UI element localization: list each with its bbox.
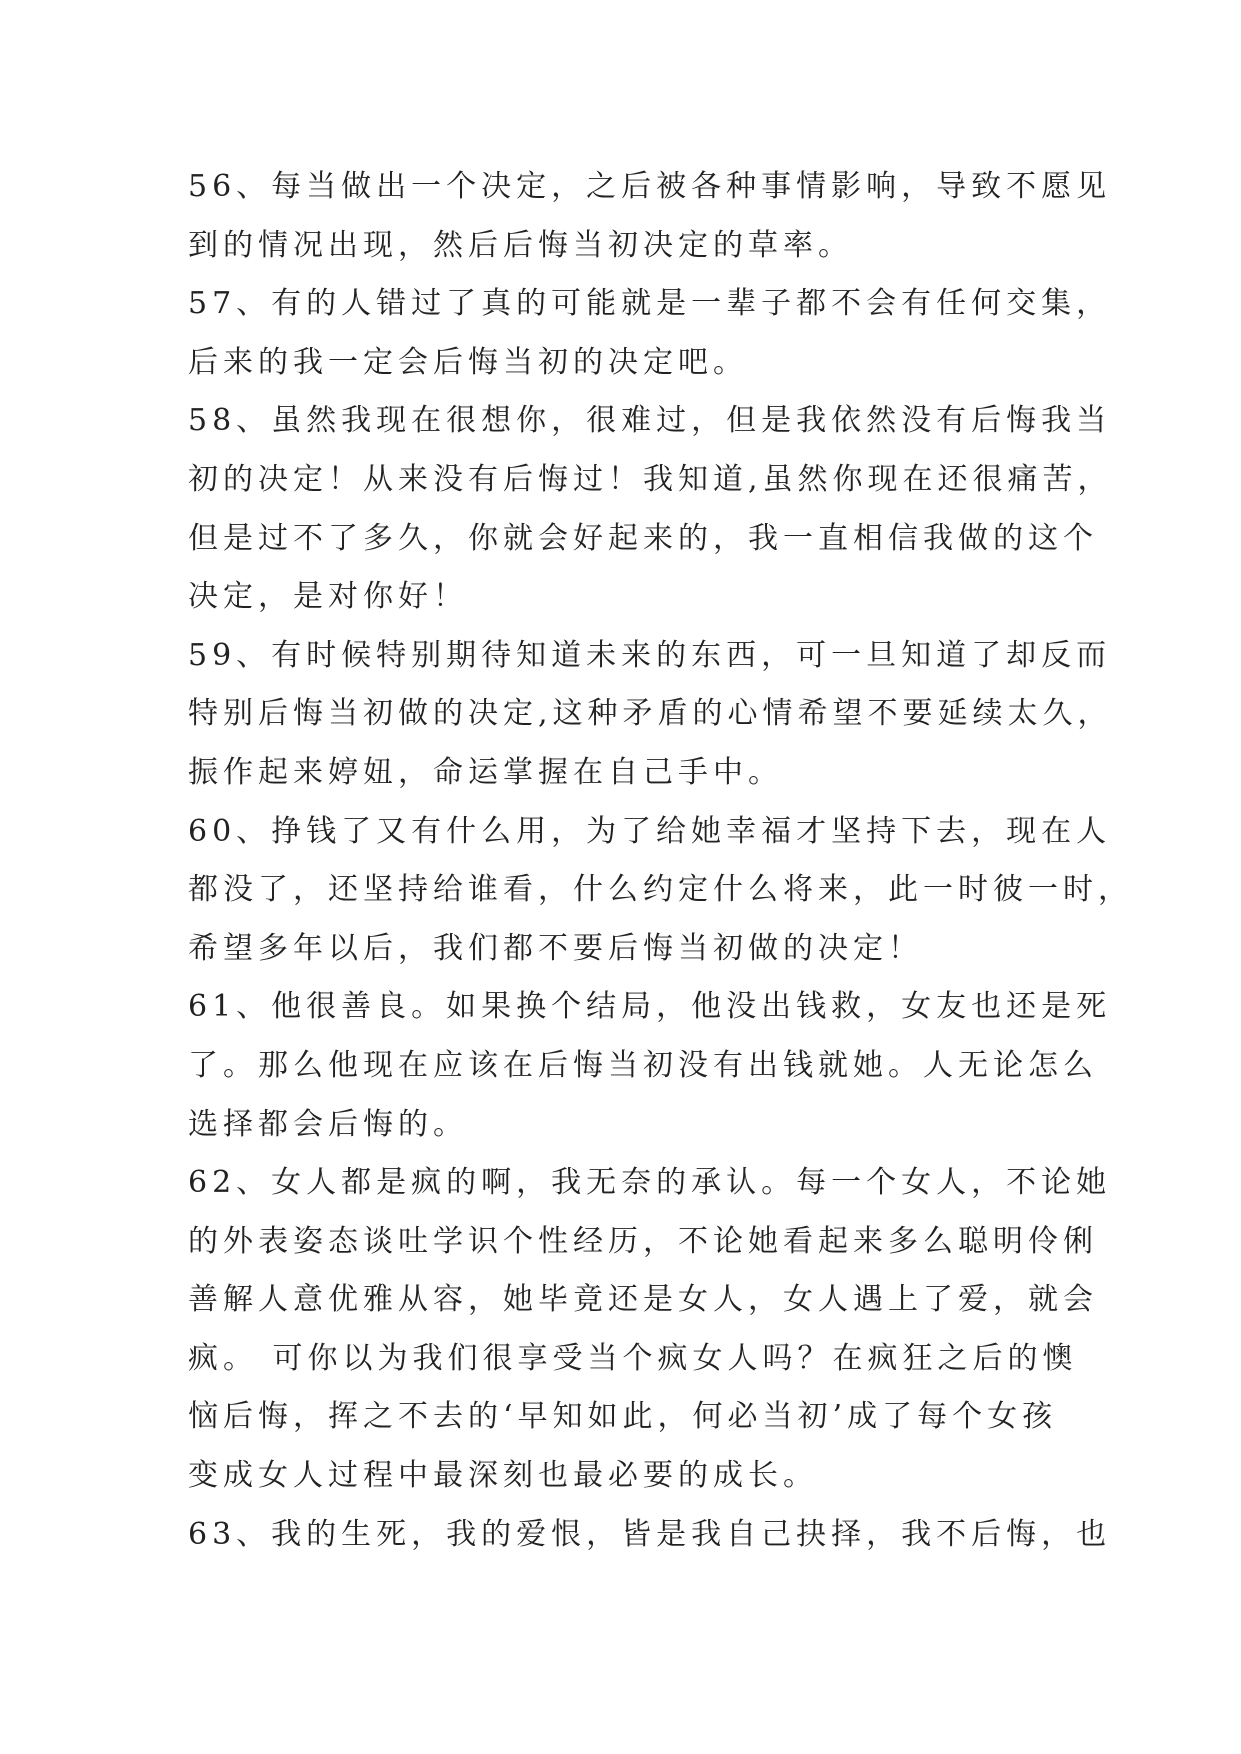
text-line: 希望多年以后，我们都不要后悔当初做的决定！ (188, 930, 923, 966)
text-line: 振作起来婷妞，命运掌握在自己手中。 (188, 754, 783, 790)
text-line: 恼后悔，挥之不去的‘早知如此，何必当初’成了每个女孩 (188, 1399, 1058, 1435)
text-line: 59、有时候特别期待知道未来的东西，可一旦知道了却反而 (188, 637, 1112, 673)
document-body (188, 158, 1133, 1564)
text-line: 57、有的人错过了真的可能就是一辈子都不会有任何交集， (188, 286, 1112, 322)
text-line: 了。那么他现在应该在后悔当初没有出钱就她。人无论怎么 (188, 1047, 1098, 1083)
text-line: 特别后悔当初做的决定,这种矛盾的心情希望不要延续太久， (188, 696, 1113, 732)
text-line: 61、他很善良。如果换个结局，他没出钱救，女友也还是死 (188, 989, 1112, 1025)
text-line: 善解人意优雅从容，她毕竟还是女人，女人遇上了爱，就会 (188, 1282, 1098, 1318)
text-line: 62、女人都是疯的啊，我无奈的承认。每一个女人，不论她 (188, 1165, 1112, 1201)
text-line: 变成女人过程中最深刻也最必要的成长。 (188, 1458, 818, 1494)
text-line: 后来的我一定会后悔当初的决定吧。 (188, 344, 748, 380)
text-line: 但是过不了多久，你就会好起来的，我一直相信我做的这个 (188, 520, 1098, 556)
text-line: 56、每当做出一个决定，之后被各种事情影响，导致不愿见 (188, 169, 1112, 204)
text-line: 60、挣钱了又有什么用，为了给她幸福才坚持下去，现在人 (188, 813, 1112, 849)
text-line: 选择都会后悔的。 (188, 1106, 468, 1142)
text-line: 58、虽然我现在很想你，很难过，但是我依然没有后悔我当 (188, 403, 1112, 439)
text-line: 的外表姿态谈吐学识个性经历，不论她看起来多么聪明伶俐 (188, 1223, 1098, 1259)
text-line: 63、我的生死，我的爱恨，皆是我自己抉择，我不后悔，也 (188, 1516, 1112, 1552)
text-line: 决定，是对你好！ (188, 579, 468, 615)
text-line: 初的决定！从来没有后悔过！我知道,虽然你现在还很痛苦， (188, 461, 1113, 497)
text-line: 疯。 可你以为我们很享受当个疯女人吗？在疯狂之后的懊 (188, 1340, 1078, 1376)
text-line: 到的情况出现，然后后悔当初决定的草率。 (188, 227, 853, 263)
text-line: 都没了，还坚持给谁看，什么约定什么将来，此一时彼一时， (188, 872, 1133, 908)
